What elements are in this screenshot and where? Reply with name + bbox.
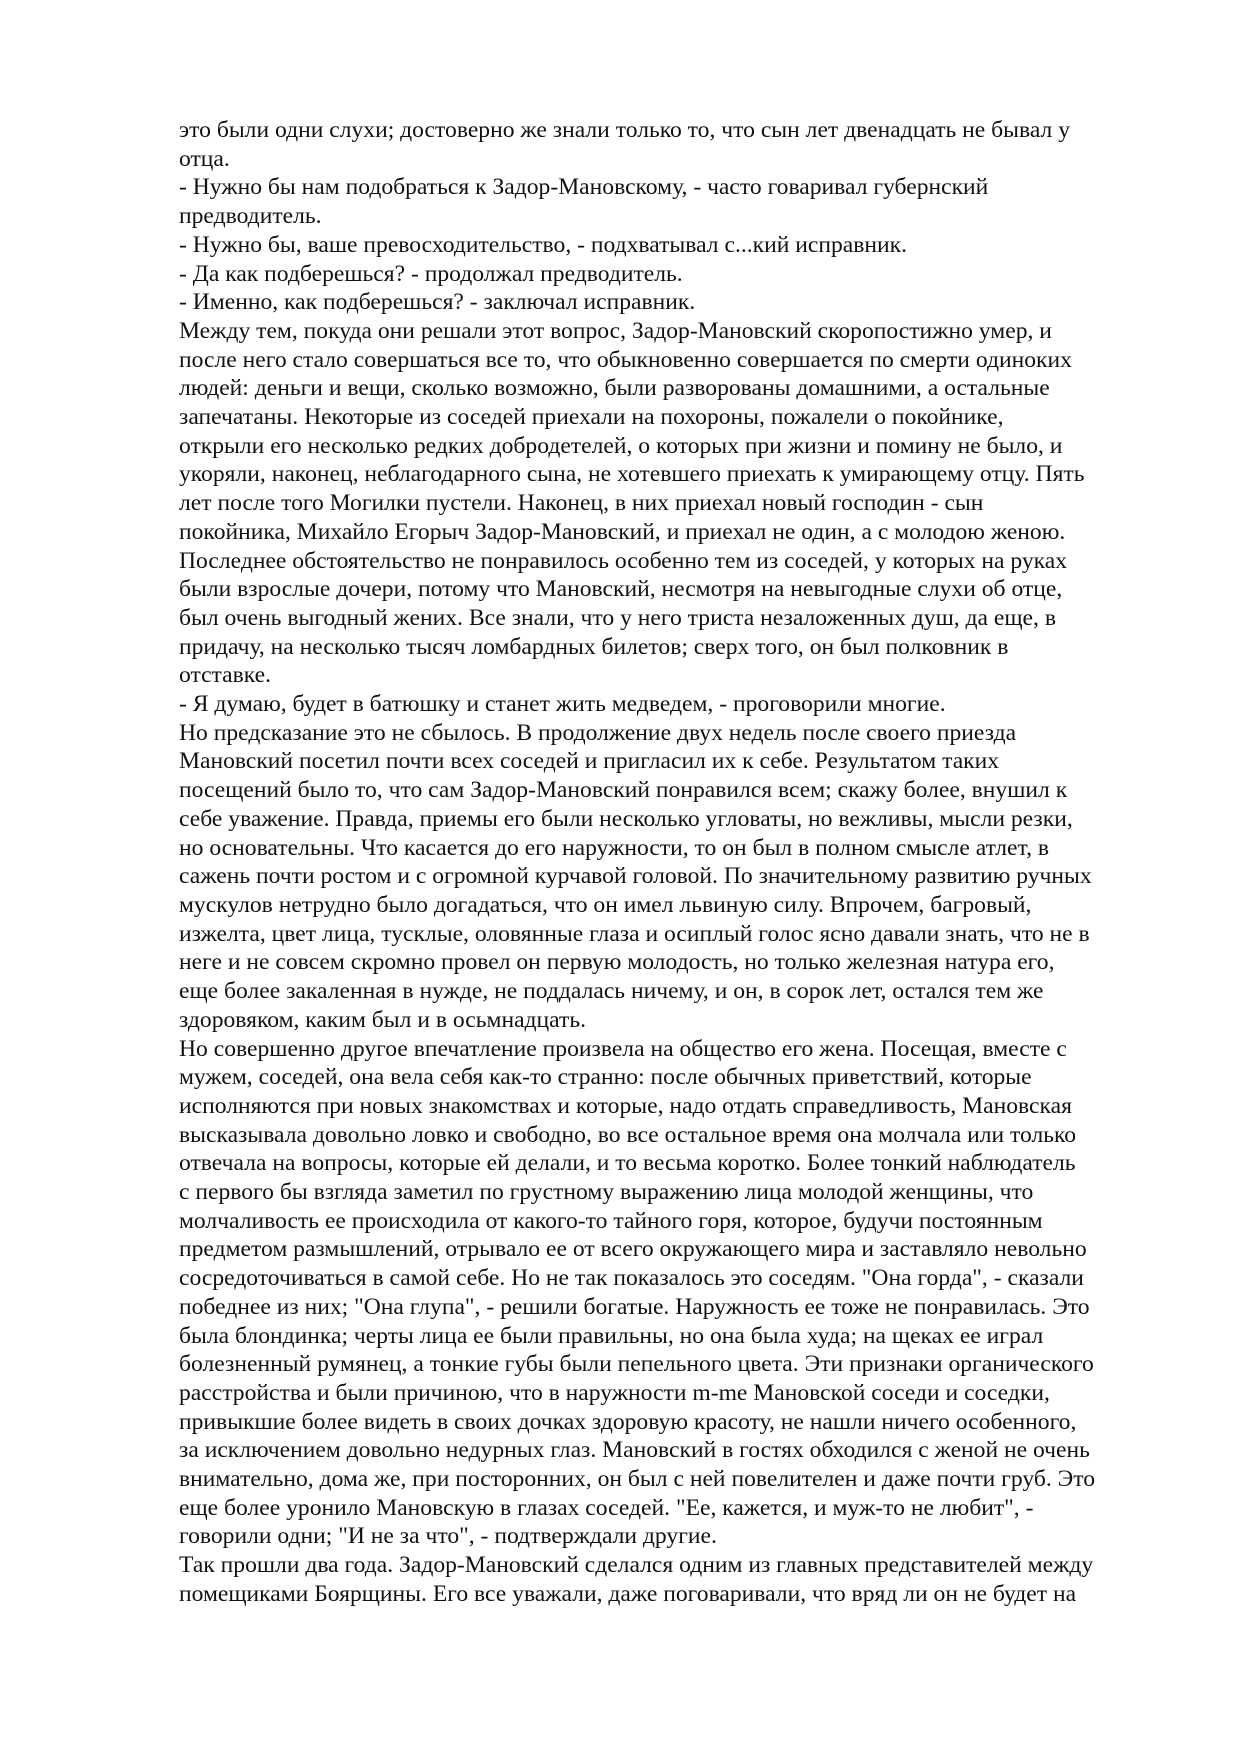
paragraph: - Нужно бы нам подобраться к Задор-Мановскому, - часто говаривал губернский предводитель.: [179, 174, 989, 230]
paragraph: Но предсказание это не сбылось. В продолжение двух недель после своего приезда Мановский посетил почти всех соседей и пригласил их к себе. Результатом таких посещений было то, что сам Задор-Мановский понравился всем; скажу более, внушил к себе уважение. Правда, приемы его были несколько угловаты, но вежливы, мысли резки, но основательны. Что касается до его наружности, то он был в полном смысле атлет, в сажень почти ростом и с огромной курчавой головой. По значительному развитию ручных мускулов нетрудно было догадаться, что он имел львиную силу. Впрочем, багровый, изжелта, цвет лица, тусклые, оловянные глаза и осиплый голос ясно давали знать, что не в неге и не совсем скромно провел он первую молодость, но только железная натура его, еще более закаленная в нужде, не поддалась ничему, и он, в сорок лет, остался тем же здоровяком, каким был и в осьмнадцать.: [179, 719, 1092, 1033]
paragraph: Так прошли два года. Задор-Мановский сделался одним из главных представителей между помещиками Боярщины. Его все уважали, даже поговаривали, что вряд ли он не будет на: [179, 1552, 1094, 1607]
paragraph: - Я думаю, будет в батюшку и станет жить медведем, - проговорили многие.: [179, 691, 946, 718]
body-text: [179, 116, 1158, 1609]
paragraph: - Нужно бы, ваше превосходительство, - подхватывал с...кий исправник.: [179, 231, 907, 258]
paragraph: - Да как подберешься? - продолжал предводитель.: [179, 260, 683, 287]
paragraph: - Именно, как подберешься? - заключал исправник.: [179, 289, 696, 316]
paragraph: это были одни слухи; достоверно же знали только то, что сын лет двенадцать не бывал у отца.: [179, 117, 1071, 172]
paragraph: Между тем, покуда они решали этот вопрос, Задор-Мановский скоропостижно умер, и после него стало совершаться все то, что обыкновенно совершается по смерти одиноких людей: деньги и вещи, сколько возможно, были разворованы домашними, а остальные запечатаны. Некоторые из соседей приехали на похороны, пожалели о покойнике, открыли его несколько редких добродетелей, о которых при жизни и помину не было, и укоряли, наконец, неблагодарного сына, не хотевшего приехать к умирающему отцу. Пять лет после того Могилки пустели. Наконец, в них приехал новый господин - сын покойника, Михайло Егорыч Задор-Мановский, и приехал не один, а с молодою женою. Последнее обстоятельство не понравилось особенно тем из соседей, у которых на руках были взрослые дочери, потому что Мановский, несмотря на невыгодные слухи об отце, был очень выгодный жених. Все знали, что у него триста незаложенных душ, да еще, в придачу, на несколько тысяч ломбардных билетов; сверх того, он был полковник в отставке.: [179, 317, 1085, 689]
paragraph: Но совершенно другое впечатление произвела на общество его жена. Посещая, вместе с мужем, соседей, она вела себя как-то странно: после обычных приветствий, которые исполняются при новых знакомствах и которые, надо отдать справедливость, Мановская высказывала довольно ловко и свободно, во все остальное время она молчала или только отвечала на вопросы, которые ей делали, и то весьма коротко. Более тонкий наблюдатель с первого бы взгляда заметил по грустному выражению лица молодой женщины, что молчаливость ее происходила от какого-то тайного горя, которое, будучи постоянным предметом размышлений, отрывало ее от всего окружающего мира и заставляло невольно сосредоточиваться в самой себе. Но не так показалось это соседям. "Она горда", - сказали победнее из них; "Она глупа", - решили богатые. Наружность ее тоже не понравилась. Это была блондинка; черты лица ее были правильны, но она была худа; на щеках ее играл болезненный румянец, а тонкие губы были пепельного цвета. Эти признаки органического расстройства и были причиною, что в наружности m-me Мановской соседи и соседки, привыкшие более видеть в своих дочках здоровую красоту, не нашли ничего особенного, за исключением довольно недурных глаз. Мановский в гостях обходился с женой не очень внимательно, дома же, при посторонних, он был с ней повелителен и даже почти груб. Это еще более уронило Мановскую в глазах соседей. "Ее, кажется, и муж-то не любит", - говорили одни; "И не за что", - подтверждали другие.: [179, 1035, 1095, 1550]
